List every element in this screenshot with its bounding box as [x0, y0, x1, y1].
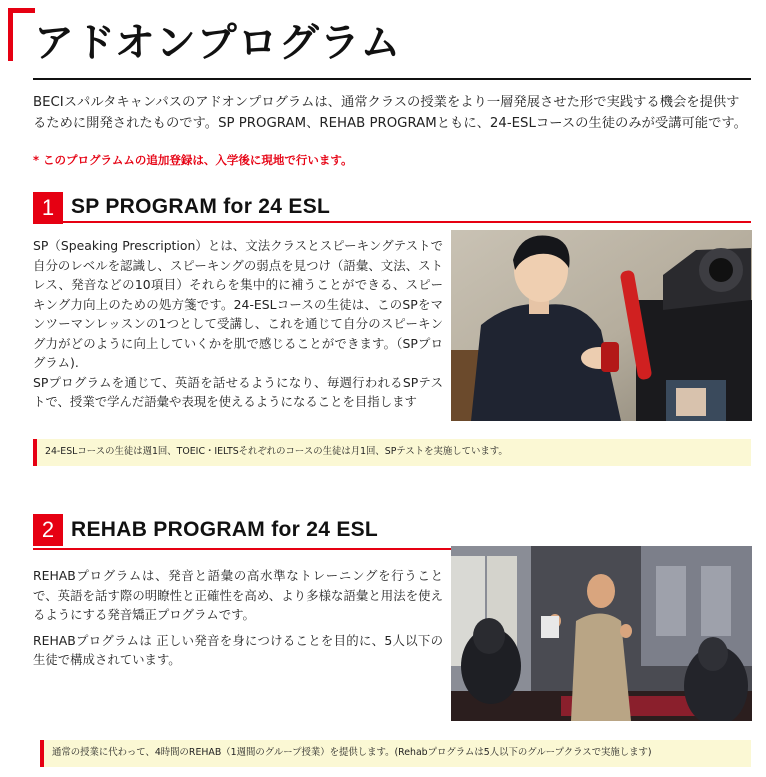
- section-2-body: [33, 566, 443, 670]
- teacher-lecturing-class-photo: [451, 546, 752, 721]
- section-2-callout: 通常の授業に代わって、4時間のREHAB（1週間のグループ授業）を提供します。(Rehabプログラムは5人以下のグループクラスで実施します): [40, 740, 751, 767]
- section-1-callout: 24-ESLコースの生徒は週1回、TOEIC・IELTSそれぞれのコースの生徒は月1回、SPテストを実施しています。: [33, 439, 751, 466]
- section-2-title: REHAB PROGRAM for 24 ESL: [71, 518, 379, 541]
- section-1-title: SP PROGRAM for 24 ESL: [71, 195, 331, 218]
- section-2-paragraph: REHABプログラムは、発音と語彙の高水準なトレーニングを行うことで、英語を話す際の明瞭性と正確性を高め、より多様な語彙と用法を使えるようにする発音矯正プログラムです。: [33, 568, 443, 622]
- photo-illustration: [451, 546, 752, 721]
- section-1-number: 1: [33, 192, 63, 224]
- title-corner-mark: [8, 8, 35, 61]
- title-divider: [33, 78, 751, 80]
- student-speaking-on-camera-photo: [451, 230, 752, 421]
- page-title: アドオンプログラム: [34, 20, 402, 66]
- section-2-paragraph: REHABプログラムは 正しい発音を身につけることを目的に、5人以下の生徒で構成されています。: [33, 632, 443, 667]
- section-1-paragraph: SP（Speaking Prescription）とは、文法クラスとスピーキングテストで自分のレベルを認識し、スピーキングの弱点を見つけ（語彙、文法、ストレス、発音などの10項目）それらを集中的に補うことができる、スピーキング力向上のための処方箋です。24-ESLコースの生徒は、このSPをマンツーマンレッスンの1つとして受講し、これを通じて自分のスピーキング力がどのように向上していくかを肌で感じることができます。（SPプログラム).: [33, 238, 443, 370]
- photo-illustration: [451, 230, 752, 421]
- section-2-divider: [33, 548, 451, 550]
- section-1-paragraph: SPプログラムを通じて、英語を話せるようになり、毎週行われるSPテストで、授業で学んだ語彙や表現を使えるようになることを目指します: [33, 374, 443, 409]
- section-1-divider: [33, 221, 751, 223]
- intro-paragraph: BECIスパルタキャンパスのアドオンプログラムは、通常クラスの授業をより一層発展させた形で実践する機会を提供するために開発されたものです。SP PROGRAM、REHAB PROGRAMともに、24-ESLコースの生徒のみが受講可能です。: [33, 95, 747, 131]
- registration-note: * このプログラムムの追加登録は、入学後に現地で行います。: [33, 153, 353, 167]
- section-2-number: 2: [33, 514, 63, 546]
- section-1-body: [33, 236, 443, 412]
